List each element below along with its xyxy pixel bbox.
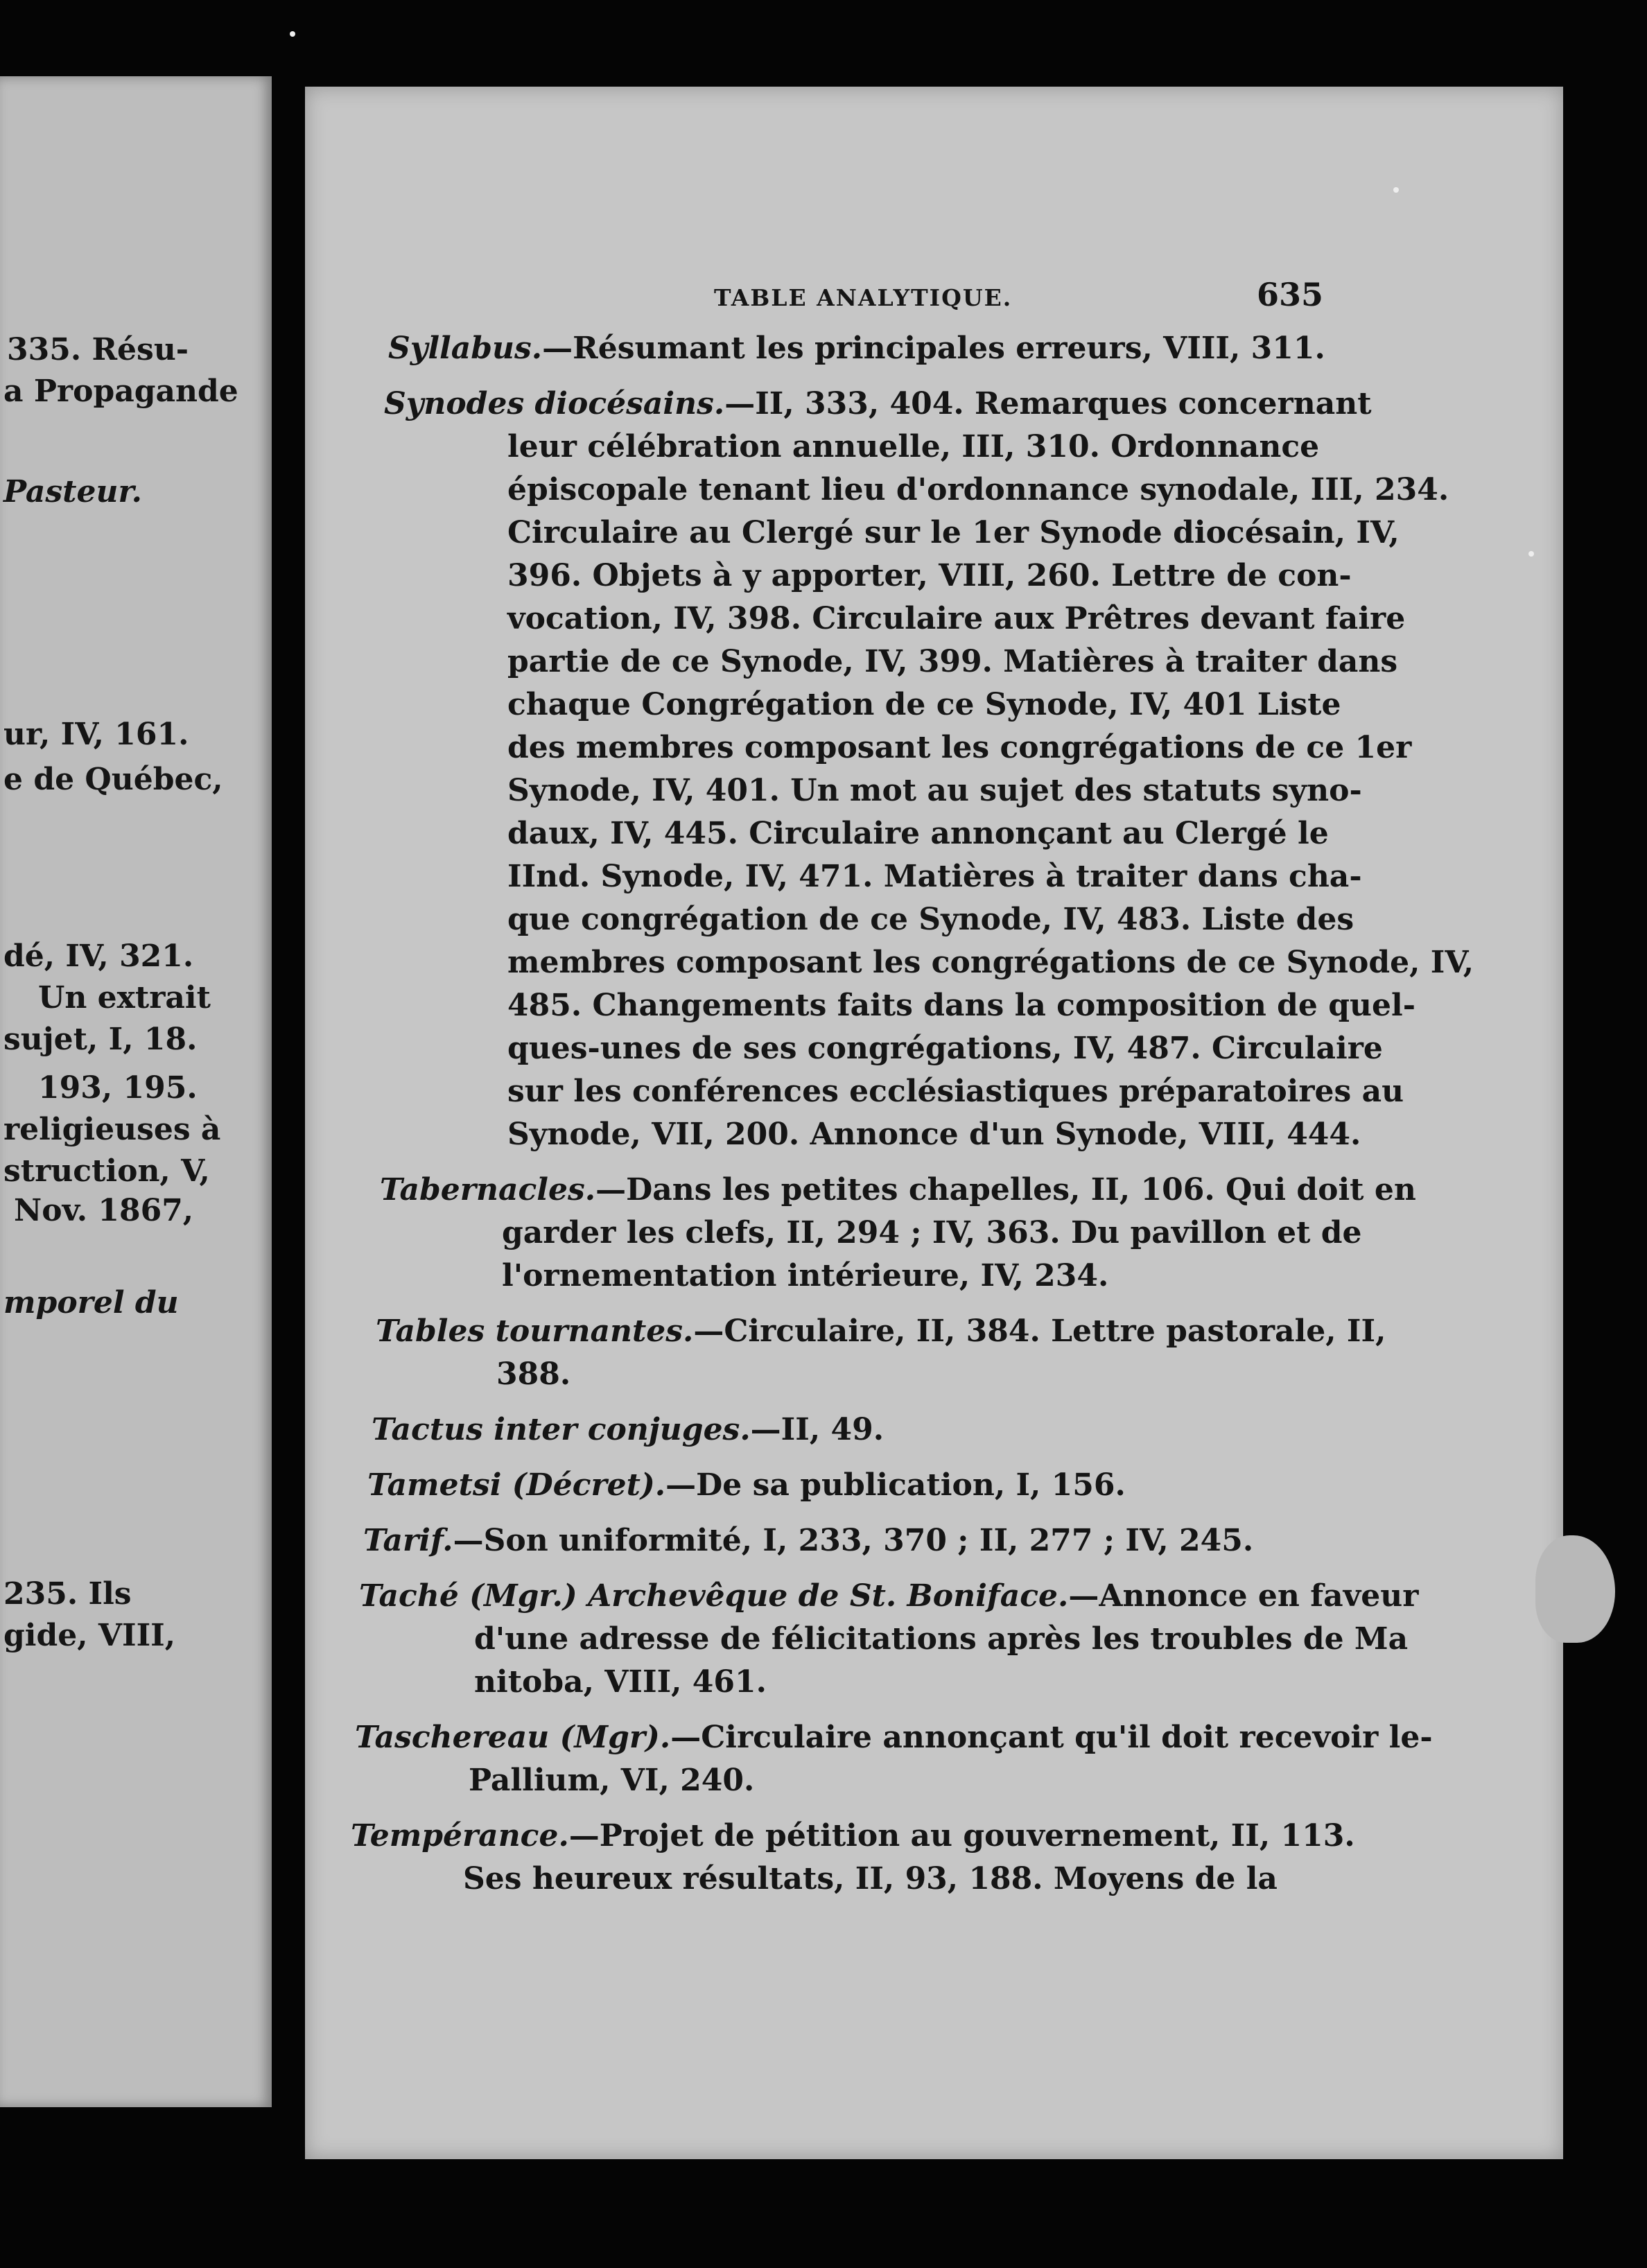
index-entry-continuation: partie de ce Synode, IV, 399. Matières à traiter dans [507,644,1398,679]
left-fragment-9: 193, 195. [38,1070,198,1106]
index-entry-first-line [355,1720,1433,1755]
index-entry-continuation: sur les conférences ecclésiastiques préparatoires au [507,1074,1404,1109]
index-entry-first-line [359,1579,1418,1614]
index-entry-continuation: nitoba, VIII, 461. [474,1664,767,1700]
index-entry-continuation: Synode, VII, 200. Annonce d'un Synode, VIII, 444. [507,1117,1361,1152]
index-entry-continuation: membres composant les congrégations de ce Synode, IV, [507,945,1474,980]
left-fragment-5: e de Québec, [3,762,223,797]
left-fragment-13: mporel du [3,1285,179,1320]
index-entry-continuation: ques-unes de ses congrégations, IV, 487. Circulaire [507,1031,1383,1066]
index-term: Tempérance. [351,1818,569,1853]
page-blemish [1535,1535,1615,1643]
index-term: Taschereau (Mgr). [355,1720,671,1755]
page-number: 635 [1257,276,1324,313]
index-entry-first-line [351,1819,1355,1853]
left-fragment-10: religieuses à [3,1112,221,1147]
index-entry-continuation: que congrégation de ce Synode, IV, 483. Liste des [507,902,1354,937]
speck [1393,187,1399,193]
left-fragment-6: dé, IV, 321. [3,939,194,974]
speck [290,31,295,37]
index-entry-continuation: Synode, IV, 401. Un mot au sujet des statuts syno- [507,773,1362,808]
index-entry-continuation: daux, IV, 445. Circulaire annonçant au Clergé le [507,816,1329,851]
index-entry-continuation: leur célébration annuelle, III, 310. Ordonnance [507,429,1320,464]
index-entry-text: —II, 333, 404. Remarques concernant [724,386,1372,421]
index-entry-first-line [380,1173,1416,1207]
index-term: Tables tournantes. [376,1314,694,1349]
index-entry-continuation: Circulaire au Clergé sur le 1er Synode diocésain, IV, [507,515,1400,550]
index-entry-text: —II, 49. [750,1412,885,1447]
index-term: Tabernacles. [380,1172,596,1207]
index-entry-text: —Circulaire, II, 384. Lettre pastorale, II, [693,1314,1386,1349]
index-entry-first-line [384,387,1372,421]
index-entry-continuation: 388. [496,1357,571,1392]
index-entry-text: —Son uniformité, I, 233, 370 ; II, 277 ; IV, 245. [453,1523,1254,1558]
left-fragment-8: sujet, I, 18. [3,1022,198,1057]
left-fragment-11: struction, V, [3,1153,210,1189]
index-term: Tarif. [363,1523,453,1558]
index-entry-text: —Circulaire annonçant qu'il doit recevoir le- [670,1720,1433,1755]
left-fragment-14: 235. Ils [3,1576,132,1612]
index-entry-text: —Dans les petites chapelles, II, 106. Qui doit en [595,1172,1416,1207]
index-entry-text: —Résumant les principales erreurs, VIII, 311. [542,331,1325,366]
left-fragment-3: Pasteur. [3,474,142,509]
speck [1528,551,1534,557]
left-fragment-15: gide, VIII, [3,1618,176,1653]
index-entry-text: —Annonce en faveur [1068,1578,1419,1614]
index-entry-continuation: 485. Changements faits dans la composition de quel- [507,988,1415,1023]
index-entry-first-line [376,1314,1386,1349]
left-fragment-7: Un extrait [38,980,211,1015]
index-term: Tametsi (Décret). [367,1467,666,1503]
left-page [0,76,272,2107]
index-entry-continuation: IInd. Synode, IV, 471. Matières à traiter dans cha- [507,859,1362,894]
index-entry-continuation: garder les clefs, II, 294 ; IV, 363. Du pavillon et de [502,1215,1362,1250]
index-entry-continuation: 396. Objets à y apporter, VIII, 260. Lettre de con- [507,558,1352,593]
left-fragment-12: Nov. 1867, [14,1193,194,1228]
index-entry-text: —Projet de pétition au gouvernement, II, 113. [568,1818,1355,1853]
index-entry-continuation: vocation, IV, 398. Circulaire aux Prêtres devant faire [507,601,1406,636]
index-entry-continuation: des membres composant les congrégations de ce 1er [507,730,1412,765]
index-entry-continuation: d'une adresse de félicitations après les troubles de Ma [474,1621,1409,1657]
left-fragment-4: ur, IV, 161. [3,717,189,752]
index-entry-first-line [367,1468,1126,1503]
left-fragment-1: 335. Résu- [7,332,189,367]
index-entry-continuation: épiscopale tenant lieu d'ordonnance synodale, III, 234. [507,472,1449,507]
index-entry-continuation: chaque Congrégation de ce Synode, IV, 401 Liste [507,687,1341,722]
index-term: Tactus inter conjuges. [372,1412,751,1447]
index-entry-text: —De sa publication, I, 156. [665,1467,1126,1503]
index-entry-continuation: l'ornementation intérieure, IV, 234. [502,1258,1109,1293]
index-entry-continuation: Ses heureux résultats, II, 93, 188. Moyens de la [463,1861,1278,1896]
index-term: Synodes diocésains. [384,386,725,421]
index-term: Taché (Mgr.) Archevêque de St. Boniface. [359,1578,1069,1614]
left-fragment-2: a Propagande [3,374,238,409]
running-head: TABLE ANALYTIQUE. [714,284,1013,311]
index-entry-first-line [363,1524,1253,1558]
index-entry-continuation: Pallium, VI, 240. [469,1763,755,1798]
index-entry-first-line [388,331,1325,366]
index-term: Syllabus. [388,331,543,366]
index-entry-first-line [372,1413,884,1447]
